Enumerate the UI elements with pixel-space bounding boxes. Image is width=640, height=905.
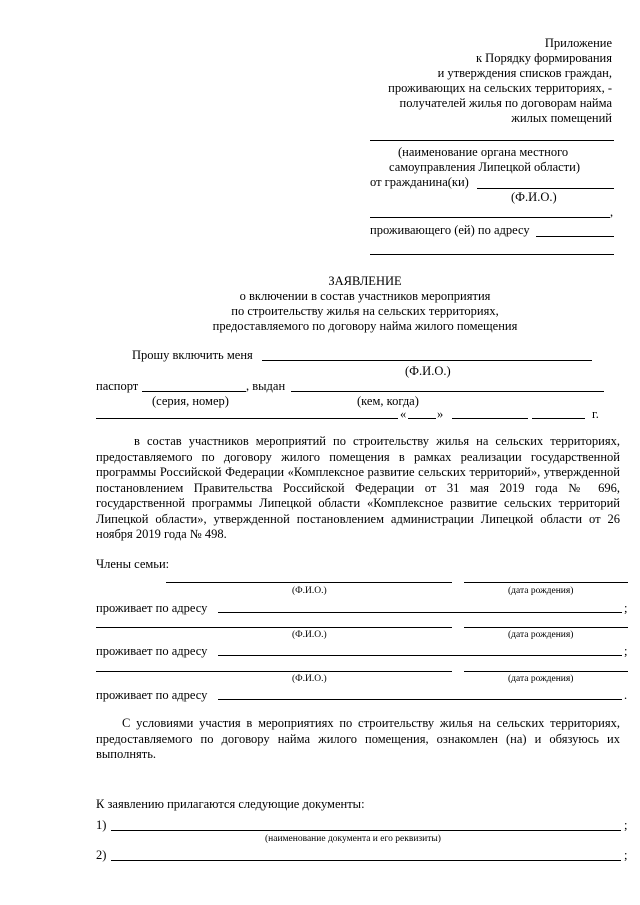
document-2-end: ; xyxy=(624,848,628,862)
residing-label: проживающего (ей) по адресу xyxy=(370,223,530,237)
passport-number-line[interactable] xyxy=(142,391,246,392)
family-heading: Члены семьи: xyxy=(96,557,170,571)
member-1-address-line[interactable] xyxy=(218,612,622,613)
member-3-dob-hint: (дата рождения) xyxy=(508,674,574,684)
member-1-fio-hint: (Ф.И.О.) xyxy=(292,586,327,596)
agreement-paragraph: С условиями участия в мероприятиях по строительству жилья на сельских территориях, предоставляемого по договору найма жилого помещения, ознакомлен (на) и обязуюсь их выполнять. xyxy=(96,716,620,761)
organ-hint-1: (наименование органа местного xyxy=(398,145,569,159)
body-paragraph: в состав участников мероприятий по строительству жилья на сельских территориях, предоставляемого по договору жилого помещения в рамках реализации государственной программы Российской Федерации «Комплексное развитие сельских территорий», утвержденной постановлением Правительства Российской Федерации от 31 мая 2019 года № 696, государственной программы Липецкой области «Комплексное развитие сельских территорий Липецкой области», утвержденной постановлением администрации Липецкой области от 26 ноября 2019 года № 498. xyxy=(96,434,620,541)
documents-heading: К заявлению прилагаются следующие документы: xyxy=(96,797,365,811)
title-sub-3: предоставляемого по договору найма жилого помещения xyxy=(212,319,518,333)
from-citizen-label: от гражданина(ки) xyxy=(370,175,469,189)
member-3-fio-line[interactable] xyxy=(96,671,452,672)
quote-close: » xyxy=(437,407,444,421)
appendix-line-4: проживающих на сельских территориях, - xyxy=(388,81,612,95)
document-1-number: 1) xyxy=(96,818,107,832)
appendix-line-3: и утверждения списков граждан, xyxy=(437,66,612,80)
residing-line[interactable] xyxy=(536,236,614,237)
title-main: ЗАЯВЛЕНИЕ xyxy=(328,274,402,288)
year-suffix: г. xyxy=(592,407,599,421)
issued-by-line-2[interactable] xyxy=(96,418,398,419)
issued-label: , выдан xyxy=(246,379,286,393)
member-1-address-label: проживает по адресу xyxy=(96,601,208,615)
series-hint: (серия, номер) xyxy=(152,394,229,408)
issued-by-line[interactable] xyxy=(291,391,604,392)
request-fio-line[interactable] xyxy=(262,360,592,361)
member-3-dob-line[interactable] xyxy=(464,671,628,672)
document-hint: (наименование документа и его реквизиты) xyxy=(265,834,441,844)
document-1-end: ; xyxy=(624,818,628,832)
organ-name-line[interactable] xyxy=(370,140,614,141)
issue-day-line[interactable] xyxy=(408,418,436,419)
member-3-address-line[interactable] xyxy=(218,699,622,700)
member-2-dob-hint: (дата рождения) xyxy=(508,630,574,640)
member-2-address-line[interactable] xyxy=(218,655,622,656)
document-1-line[interactable] xyxy=(111,830,621,831)
citizen-comma: , xyxy=(610,205,614,219)
member-1-dob-line[interactable] xyxy=(464,582,628,583)
appendix-line-1: Приложение xyxy=(544,36,612,50)
request-prompt: Прошу включить меня xyxy=(132,348,253,362)
issue-year-line[interactable] xyxy=(532,418,585,419)
appendix-line-6: жилых помещений xyxy=(511,111,612,125)
from-fio-hint: (Ф.И.О.) xyxy=(511,190,557,204)
member-2-fio-line[interactable] xyxy=(96,627,452,628)
member-3-address-label: проживает по адресу xyxy=(96,688,208,702)
citizen-name-line-2[interactable] xyxy=(370,217,610,218)
document-2-line[interactable] xyxy=(111,860,621,861)
document-2-number: 2) xyxy=(96,848,107,862)
title-sub-1: о включении в состав участников мероприятия xyxy=(239,289,491,303)
member-2-dob-line[interactable] xyxy=(464,627,628,628)
member-2-address-label: проживает по адресу xyxy=(96,644,208,658)
title-sub-2: по строительству жилья на сельских территориях, xyxy=(231,304,499,318)
appendix-line-2: к Порядку формирования xyxy=(475,51,612,65)
member-1-end: ; xyxy=(624,601,628,615)
issuer-hint: (кем, когда) xyxy=(357,394,419,408)
member-1-fio-line[interactable] xyxy=(166,582,452,583)
appendix-line-5: получателей жилья по договорам найма xyxy=(399,96,612,110)
residing-line-2[interactable] xyxy=(370,254,614,255)
passport-label: паспорт xyxy=(96,379,139,393)
from-citizen-line[interactable] xyxy=(477,188,614,189)
organ-hint-2: самоуправления Липецкой области) xyxy=(389,160,580,174)
quote-open: « xyxy=(400,407,407,421)
member-3-fio-hint: (Ф.И.О.) xyxy=(292,674,327,684)
member-2-fio-hint: (Ф.И.О.) xyxy=(292,630,327,640)
request-fio-hint: (Ф.И.О.) xyxy=(405,364,451,378)
member-1-dob-hint: (дата рождения) xyxy=(508,586,574,596)
member-2-end: ; xyxy=(624,644,628,658)
member-3-end: . xyxy=(624,688,628,702)
issue-month-line[interactable] xyxy=(452,418,528,419)
